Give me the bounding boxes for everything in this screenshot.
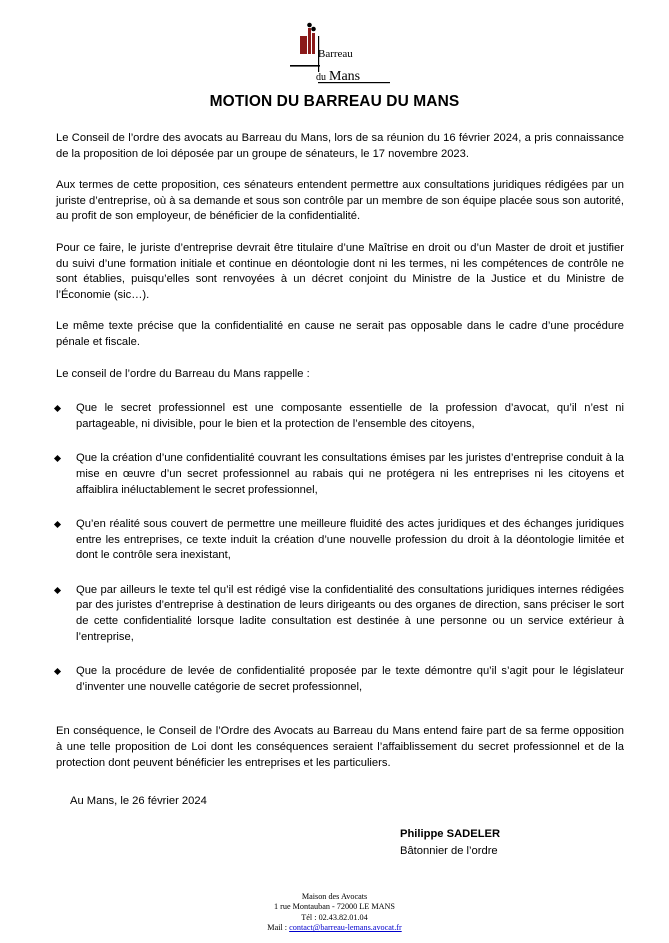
paragraph-conclusion: En conséquence, le Conseil de l’Ordre des Avocats au Barreau du Mans entend faire part de sa ferme opposition à une telle proposition de Loi dont les conséquences seraient l’affaiblissement du secret professionnel et de la protection dont peuvent bénéficier les entreprises et les particuliers. [56, 725, 624, 769]
document-body [56, 131, 624, 787]
bullet-icon [54, 521, 61, 528]
footer-mail-label: Mail : [267, 923, 288, 933]
points-list [56, 401, 624, 695]
footer-line-1: Maison des Avocats [301, 892, 368, 901]
list-item [56, 401, 624, 432]
paragraph-rappelle: Le conseil de l’ordre du Barreau du Mans rappelle : [56, 367, 310, 380]
footer [0, 892, 669, 934]
document-title: MOTION DU BARREAU DU MANS [209, 93, 460, 110]
list-item [56, 664, 624, 695]
footer-mail-line [0, 923, 669, 933]
point-text: Que la procédure de levée de confidentialité proposée par le texte démontre qu’il s’agit pour le législateur d’inventer une nouvelle catégorie de secret professionnel, [76, 665, 624, 693]
logo-barreau-text: Barreau [318, 48, 353, 60]
signatory-role: Bâtonnier de l’ordre [400, 845, 498, 857]
footer-mail-link[interactable]: contact@barreau-lemans.avocat.fr [289, 923, 402, 933]
bullet-icon [54, 668, 61, 675]
footer-address: 1 rue Montauban - 72000 LE MANS [274, 902, 395, 912]
paragraph-penal: Le même texte précise que la confidentialité en cause ne serait pas opposable dans le cadre d’une procédure pénale et fiscale. [56, 320, 624, 348]
list-item [56, 583, 624, 645]
list-item [56, 517, 624, 564]
signatory-name: Philippe SADELER [400, 828, 501, 840]
point-text: Qu’en réalité sous couvert de permettre une meilleure fluidité des actes juridiques et des échanges juridiques entre les entreprises, ce texte induit la création d’une nouvelle profession du droit à la déontologie limitée et dont le contrôle sera inexistant, [76, 518, 624, 562]
bullet-icon [54, 587, 61, 594]
point-text: Que par ailleurs le texte tel qu’il est rédigé vise la confidentialité des consultations juridiques internes rédigées par des juristes d’entreprise à destination de leurs dirigeants ou des organes de direction, sans préciser le sort de cette confidentialité lorsque ladite consultation est destinée à une personne ou un service extérieur à l’entreprise, [76, 583, 624, 643]
logo-mans-text: Mans [329, 69, 361, 84]
footer-phone: Tél : 02.43.82.01.04 [301, 912, 368, 922]
paragraph-proposal: Aux termes de cette proposition, ces sénateurs entendent permettre aux consultations juridiques rédigées par un juriste d’entreprise, où à sa demande et sous son contrôle par un membre de son équipe placée sous son autorité, au profit de son employeur, de bénéficier de la confidentialité. [56, 179, 624, 223]
logo-du-text: du [316, 72, 326, 83]
barreau-logo [282, 22, 392, 86]
point-text: Que la création d’une confidentialité couvrant les consultations émises par les juristes d’entreprise conduit à la mise en œuvre d’un secret professionnel au rabais qui ne protégera ni les entreprises ni les citoyens et affaiblira inéluctablement le secret professionnel, [76, 452, 624, 496]
point-text: Que le secret professionnel est une composante essentielle de la profession d’avocat, qu’il n’est ni partageable, ni divisible, pour le bien et la protection de l’ensemble des citoyens, [76, 402, 624, 430]
bullet-icon [54, 455, 61, 462]
paragraph-intro: Le Conseil de l’ordre des avocats au Barreau du Mans, lors de sa réunion du 16 février 2024, a pris connaissance de la proposition de loi déposée par un groupe de sénateurs, le 17 novembre 2023. [56, 132, 624, 160]
paragraph-conditions: Pour ce faire, le juriste d’entreprise devrait être titulaire d’une Maîtrise en droit ou d’un Master de droit et justifier du suivi d’une formation initiale et continue en déontologie dont ni les termes, ni les compétences de contrôle ne sont établies, puisqu’elles sont renvoyées à un décret conjoint du Ministre de la Justice et du Ministre de l’Économie (sic…). [56, 241, 624, 301]
logo-du-mans-text [316, 69, 360, 85]
date-line: Au Mans, le 26 février 2024 [70, 795, 207, 807]
signature-block [400, 826, 500, 860]
list-item [56, 451, 624, 498]
bullet-icon [54, 405, 61, 412]
